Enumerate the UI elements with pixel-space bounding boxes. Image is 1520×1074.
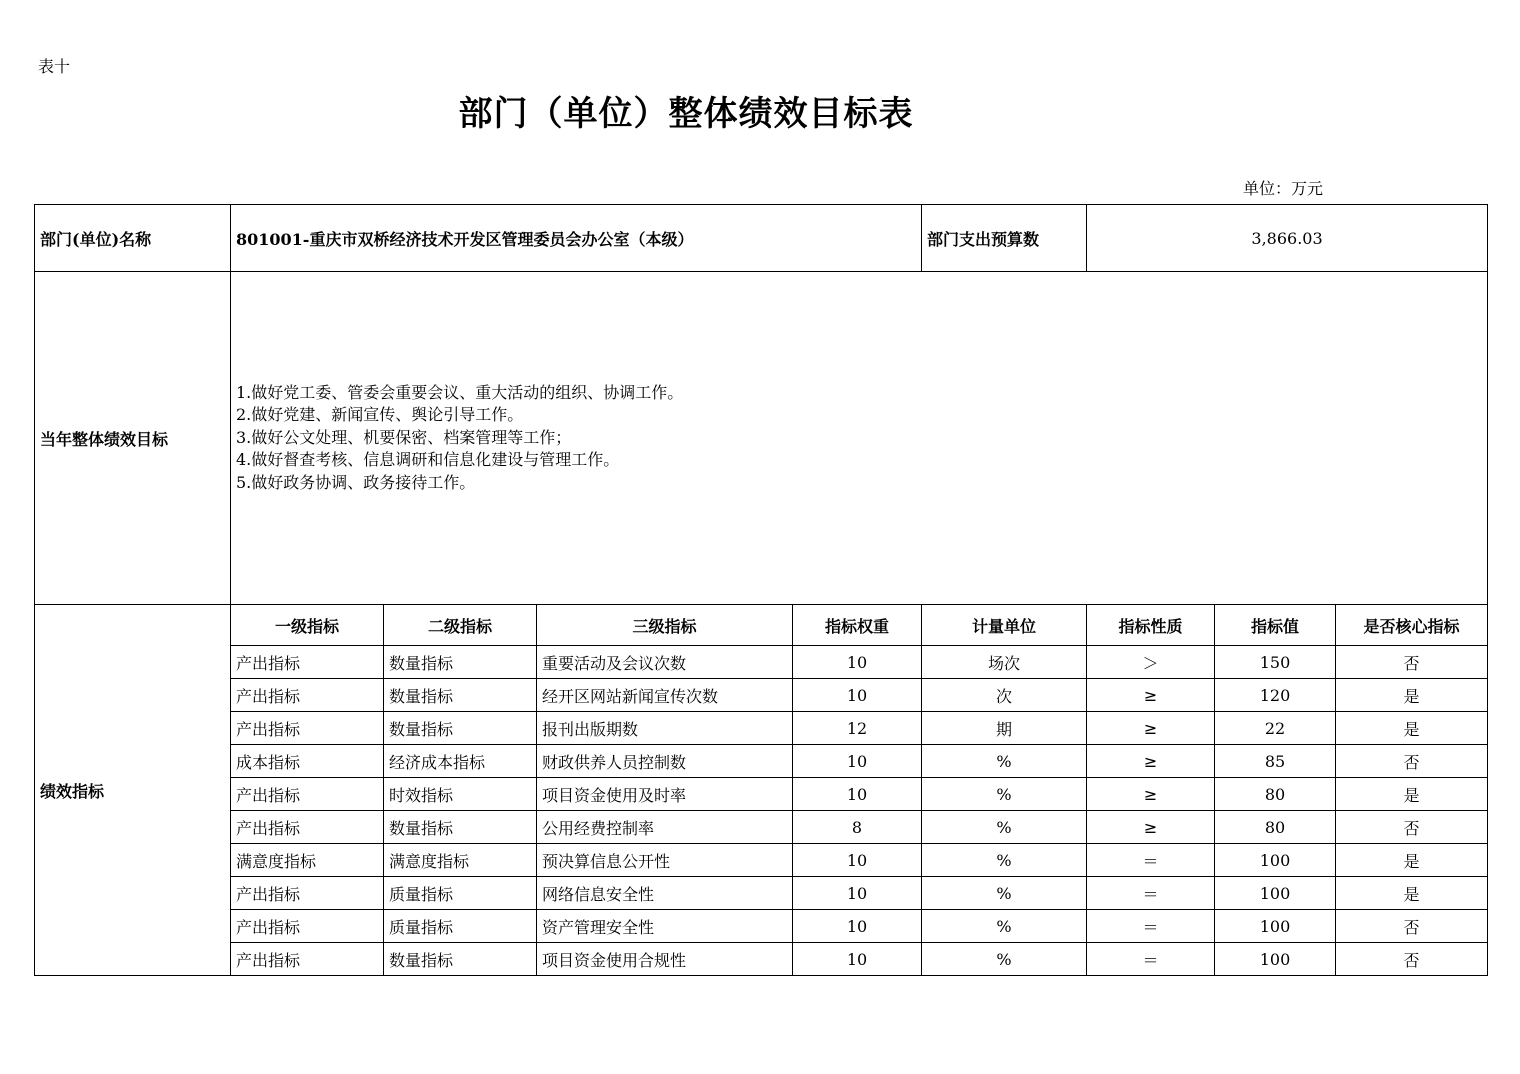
- level3-cell: 公用经费控制率: [537, 811, 793, 844]
- unit-cell: 期: [922, 712, 1087, 745]
- nature-cell: ＞: [1087, 646, 1215, 679]
- nature-cell: ＝: [1087, 943, 1215, 976]
- col-level1-header: 一级指标: [231, 605, 384, 646]
- col-value-header: 指标值: [1215, 605, 1336, 646]
- value-cell: 22: [1215, 712, 1336, 745]
- level1-cell: 产出指标: [231, 778, 384, 811]
- nature-cell: ≥: [1087, 745, 1215, 778]
- core-cell: 是: [1336, 778, 1488, 811]
- weight-cell: 10: [793, 844, 922, 877]
- col-unit-header: 计量单位: [922, 605, 1087, 646]
- nature-cell: ＝: [1087, 910, 1215, 943]
- weight-cell: 10: [793, 877, 922, 910]
- table-row: [35, 646, 1488, 679]
- value-cell: 85: [1215, 745, 1336, 778]
- level2-cell: 数量指标: [384, 679, 537, 712]
- value-cell: 150: [1215, 646, 1336, 679]
- value-cell: 100: [1215, 844, 1336, 877]
- budget-label: 部门支出预算数: [922, 205, 1087, 272]
- unit-cell: %: [922, 745, 1087, 778]
- nature-cell: ≥: [1087, 712, 1215, 745]
- level1-cell: 产出指标: [231, 943, 384, 976]
- col-weight-header: 指标权重: [793, 605, 922, 646]
- goals-label: 当年整体绩效目标: [35, 272, 231, 605]
- table-row: [35, 910, 1488, 943]
- nature-cell: ≥: [1087, 778, 1215, 811]
- goal-item: 1.做好党工委、管委会重要会议、重大活动的组织、协调工作。: [236, 382, 684, 402]
- level3-cell: 网络信息安全性: [537, 877, 793, 910]
- page-title: 部门（单位）整体绩效目标表: [458, 94, 914, 134]
- weight-cell: 8: [793, 811, 922, 844]
- dept-name-value: 801001-重庆市双桥经济技术开发区管理委员会办公室（本级）: [231, 205, 922, 272]
- weight-cell: 10: [793, 679, 922, 712]
- goal-item: 4.做好督查考核、信息调研和信息化建设与管理工作。: [236, 450, 620, 470]
- level1-cell: 产出指标: [231, 712, 384, 745]
- level3-cell: 项目资金使用及时率: [537, 778, 793, 811]
- nature-cell: ＝: [1087, 877, 1215, 910]
- level3-cell: 预决算信息公开性: [537, 844, 793, 877]
- core-cell: 是: [1336, 844, 1488, 877]
- table-row: [35, 877, 1488, 910]
- unit-cell: %: [922, 877, 1087, 910]
- value-cell: 100: [1215, 877, 1336, 910]
- value-cell: 80: [1215, 778, 1336, 811]
- weight-cell: 10: [793, 745, 922, 778]
- level1-cell: 产出指标: [231, 910, 384, 943]
- level2-cell: 数量指标: [384, 943, 537, 976]
- goals-row: [35, 272, 1488, 605]
- core-cell: 是: [1336, 712, 1488, 745]
- indicators-label: 绩效指标: [35, 605, 231, 976]
- goal-item: 2.做好党建、新闻宣传、舆论引导工作。: [236, 405, 524, 425]
- core-cell: 是: [1336, 679, 1488, 712]
- nature-cell: ＝: [1087, 844, 1215, 877]
- weight-cell: 10: [793, 910, 922, 943]
- core-cell: 否: [1336, 646, 1488, 679]
- unit-cell: %: [922, 778, 1087, 811]
- indicator-header-row: [35, 605, 1488, 646]
- table-row: [35, 844, 1488, 877]
- table-label: 表十: [38, 57, 71, 76]
- nature-cell: ≥: [1087, 679, 1215, 712]
- unit-cell: %: [922, 910, 1087, 943]
- level1-cell: 产出指标: [231, 646, 384, 679]
- dept-name-label: 部门(单位)名称: [35, 205, 231, 272]
- level3-cell: 报刊出版期数: [537, 712, 793, 745]
- value-cell: 80: [1215, 811, 1336, 844]
- core-cell: 否: [1336, 745, 1488, 778]
- level2-cell: 数量指标: [384, 811, 537, 844]
- table-row: [35, 712, 1488, 745]
- performance-table: [34, 204, 1488, 976]
- level3-cell: 重要活动及会议次数: [537, 646, 793, 679]
- core-cell: 否: [1336, 943, 1488, 976]
- level2-cell: 质量指标: [384, 910, 537, 943]
- level2-cell: 满意度指标: [384, 844, 537, 877]
- weight-cell: 12: [793, 712, 922, 745]
- col-level3-header: 三级指标: [537, 605, 793, 646]
- level3-cell: 经开区网站新闻宣传次数: [537, 679, 793, 712]
- level3-cell: 财政供养人员控制数: [537, 745, 793, 778]
- budget-value: 3,866.03: [1087, 205, 1488, 272]
- unit-cell: %: [922, 844, 1087, 877]
- level1-cell: 成本指标: [231, 745, 384, 778]
- value-cell: 120: [1215, 679, 1336, 712]
- weight-cell: 10: [793, 646, 922, 679]
- level2-cell: 数量指标: [384, 646, 537, 679]
- core-cell: 是: [1336, 877, 1488, 910]
- value-cell: 100: [1215, 943, 1336, 976]
- goal-item: 3.做好公文处理、机要保密、档案管理等工作；: [236, 427, 572, 447]
- table-row: [35, 778, 1488, 811]
- weight-cell: 10: [793, 778, 922, 811]
- unit-cell: %: [922, 811, 1087, 844]
- core-cell: 否: [1336, 811, 1488, 844]
- level1-cell: 产出指标: [231, 679, 384, 712]
- value-cell: 100: [1215, 910, 1336, 943]
- dept-name-row: [35, 205, 1488, 272]
- goals-content: [231, 272, 1488, 605]
- nature-cell: ≥: [1087, 811, 1215, 844]
- col-level2-header: 二级指标: [384, 605, 537, 646]
- table-row: [35, 811, 1488, 844]
- level3-cell: 资产管理安全性: [537, 910, 793, 943]
- core-cell: 否: [1336, 910, 1488, 943]
- level2-cell: 时效指标: [384, 778, 537, 811]
- level2-cell: 质量指标: [384, 877, 537, 910]
- col-nature-header: 指标性质: [1087, 605, 1215, 646]
- table-row: [35, 679, 1488, 712]
- table-row: [35, 745, 1488, 778]
- unit-note: 单位：万元: [1243, 179, 1324, 198]
- level1-cell: 产出指标: [231, 877, 384, 910]
- level1-cell: 满意度指标: [231, 844, 384, 877]
- goal-item: 5.做好政务协调、政务接待工作。: [236, 472, 476, 492]
- unit-cell: 次: [922, 679, 1087, 712]
- level3-cell: 项目资金使用合规性: [537, 943, 793, 976]
- level1-cell: 产出指标: [231, 811, 384, 844]
- level2-cell: 经济成本指标: [384, 745, 537, 778]
- table-row: [35, 943, 1488, 976]
- unit-cell: %: [922, 943, 1087, 976]
- weight-cell: 10: [793, 943, 922, 976]
- col-core-header: 是否核心指标: [1336, 605, 1488, 646]
- level2-cell: 数量指标: [384, 712, 537, 745]
- unit-cell: 场次: [922, 646, 1087, 679]
